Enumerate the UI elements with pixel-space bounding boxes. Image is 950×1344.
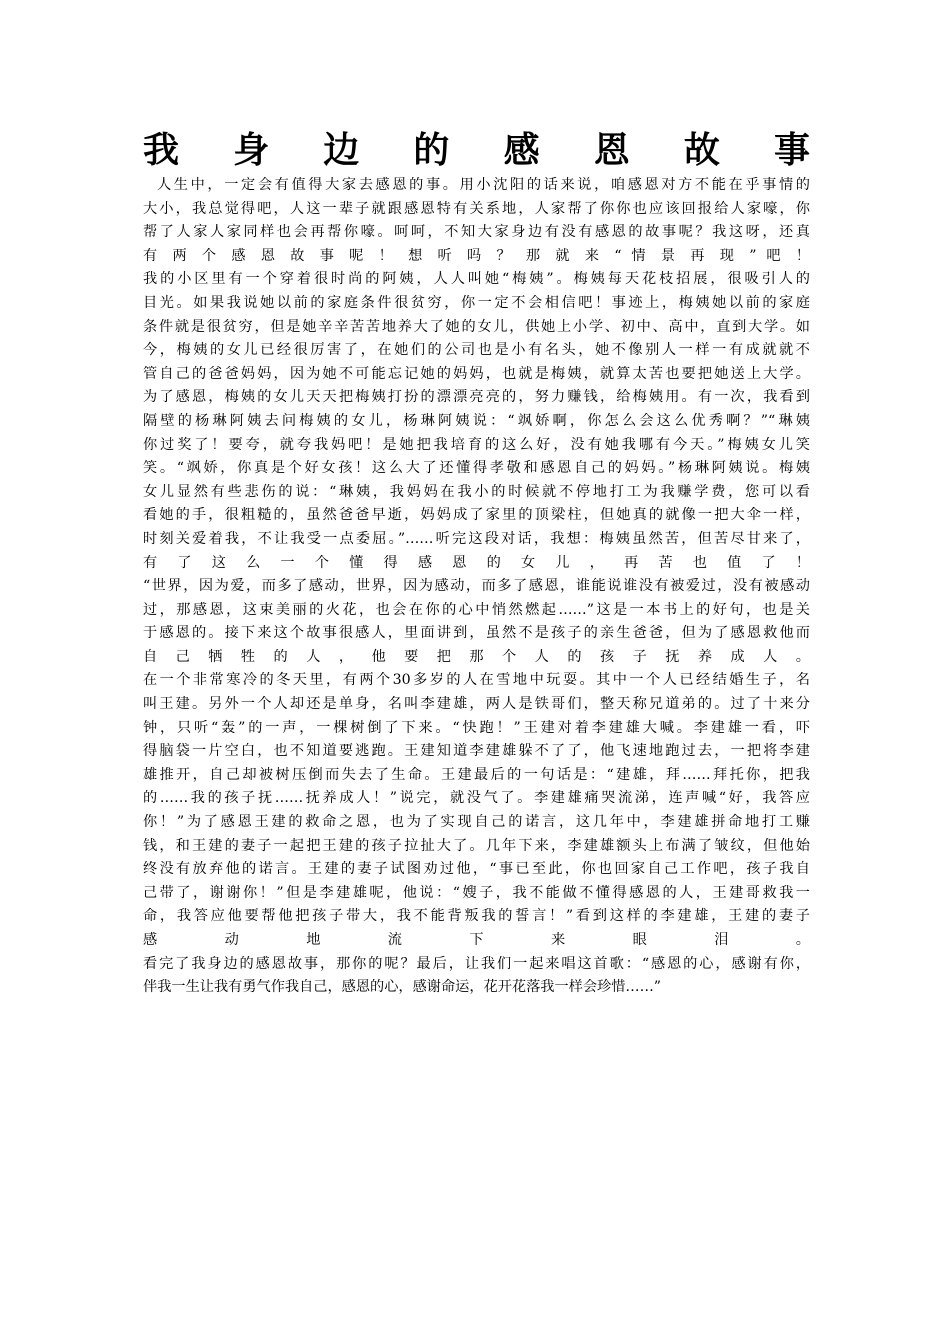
body-line: 看她的手，很粗糙的，虽然爸爸早逝，妈妈成了家里的顶梁柱，但她真的就像一把大伞一样， [143, 507, 810, 524]
body-line: 为了感恩，梅姨的女儿天天把梅姨打扮的漂漂亮亮的，努力赚钱，给梅姨用。有一次，我看到 [143, 389, 810, 406]
body-line: 女儿显然有些悲伤的说：“琳姨，我妈妈在我小的时候就不停地打工为我赚学费，您可以看 [143, 483, 810, 500]
body-line: “世界，因为爱，而多了感动，世界，因为感动，而多了感恩，谁能说谁没有被爱过，没有被感动 [143, 578, 810, 595]
body-line: 今，梅姨的女儿已经很厉害了，在她们的公司也是小有名头，她不像别人一样一有成就就不 [143, 342, 810, 359]
body-line: 看完了我身边的感恩故事，那你的呢？最后，让我们一起来唱这首歌：“感恩的心，感谢有你， [143, 955, 810, 972]
body-line: 我的小区里有一个穿着很时尚的阿姨，人人叫她“梅姨”。梅姨每天花枝招展，很吸引人的 [143, 271, 810, 288]
body-line: 终没有放弃他的诺言。王建的妻子试图劝过他，“事已至此，你也回家自己工作吧，孩子我自 [143, 861, 810, 878]
body-line: 你！”为了感恩王建的救命之恩，也为了实现自己的诺言，这几年中，李建雄拼命地打工赚 [143, 814, 810, 831]
body-line: 有 两 个 感 恩 故 事 呢 ！ 想 听 吗 ？ 那 就 来 “ 情 景 再 现 ” 吧 ！ [143, 247, 810, 264]
body-line: 叫王建。另外一个人却还是单身，名叫李建雄，两人是铁哥们，整天称兄道弟的。过了十来分 [143, 696, 810, 713]
body-line: 感 动 地 流 下 来 眼 泪 。 [143, 932, 810, 948]
document-title: 我 身 边 的 感 恩 故 事 [143, 130, 810, 171]
body-line: 时刻关爱着我，不让我受一点委屈。”……听完这段对话，我想：梅姨虽然苦，但苦尽甘来了， [143, 530, 810, 547]
body-line: 的……我的孩子抚……抚养成人！”说完，就没气了。李建雄痛哭流涕，连声喊“好，我答应 [143, 790, 810, 807]
body-line: 钟，只听“轰”的一声，一棵树倒了下来。“快跑！”王建对着李建雄大喊。李建雄一看，吓 [143, 719, 810, 736]
body-line: 自 己 牺 牲 的 人 ， 他 要 把 那 个 人 的 孩 子 抚 养 成 人 。 [143, 648, 810, 665]
body-line: 笑。“飒娇，你真是个好女孩！这么大了还懂得孝敬和感恩自己的妈妈。”杨琳阿姨说。梅姨 [143, 460, 810, 477]
body-line: 己带了，谢谢你！”但是李建雄呢，他说：“嫂子，我不能做不懂得感恩的人，王建哥救我一 [143, 884, 810, 901]
document-page [143, 128, 810, 1000]
body-line: 目光。如果我说她以前的家庭条件很贫穷，你一定不会相信吧！事迹上，梅姨她以前的家庭 [143, 294, 810, 311]
body-line: 你过奖了！要夸，就夸我妈吧！是她把我培育的这么好，没有她我哪有今天。”梅姨女儿笑 [143, 436, 810, 453]
body-line: 伴我一生让我有勇气作我自己，感恩的心，感谢命运，花开花落我一样会珍惜……” [143, 979, 662, 996]
body-line: 大小，我总觉得吧，人这一辈子就跟感恩特有关系地，人家帮了你你也应该回报给人家嚎，你 [143, 200, 810, 217]
body-line: 在一个非常寒冷的冬天里，有两个30多岁的人在雪地中玩耍。其中一个人已经结婚生子，名 [143, 672, 810, 689]
body-line: 命，我答应他要帮他把孩子带大，我不能背叛我的誓言！”看到这样的李建雄，王建的妻子 [143, 908, 810, 925]
body-line: 过，那感恩，这束美丽的火花，也会在你的心中悄然燃起……”这是一本书上的好句，也是关 [143, 601, 810, 618]
document-body [143, 174, 810, 1000]
body-line: 于感恩的。接下来这个故事很感人，里面讲到，虽然不是孩子的亲生爸爸，但为了感恩救他而 [143, 625, 810, 642]
body-line: 得脑袋一片空白，也不知道要逃跑。王建知道李建雄躲不了了，他飞速地跑过去，一把将李建 [143, 743, 810, 760]
body-line: 隔壁的杨琳阿姨去问梅姨的女儿，杨琳阿姨说：“飒娇啊，你怎么会这么优秀啊？”“琳姨 [143, 412, 810, 429]
body-line: 帮了人家人家同样也会再帮你嚎。呵呵，不知大家身边有没有感恩的故事呢？我这呀，还真 [143, 224, 810, 241]
body-line: 条件就是很贫穷，但是她辛辛苦苦地养大了她的女儿，供她上小学、初中、高中，直到大学。如 [143, 318, 810, 335]
body-line: 有 了 这 么 一 个 懂 得 感 恩 的 女 儿 ， 再 苦 也 值 了 ！ [143, 554, 810, 571]
body-line: 人生中，一定会有值得大家去感恩的事。用小沈阳的话来说，咱感恩对方不能在乎事情的 [157, 177, 810, 193]
body-line: 管自己的爸爸妈妈，因为她不可能忘记她的妈妈，也就是梅姨，就算太苦也要把她送上大学。 [143, 365, 810, 382]
body-line: 钱，和王建的妻子一起把王建的孩子拉扯大了。几年下来，李建雄额头上布满了皱纹，但他始 [143, 837, 810, 854]
body-line: 雄推开，自己却被树压倒而失去了生命。王建最后的一句话是：“建雄，拜……拜托你，把我 [143, 766, 810, 783]
